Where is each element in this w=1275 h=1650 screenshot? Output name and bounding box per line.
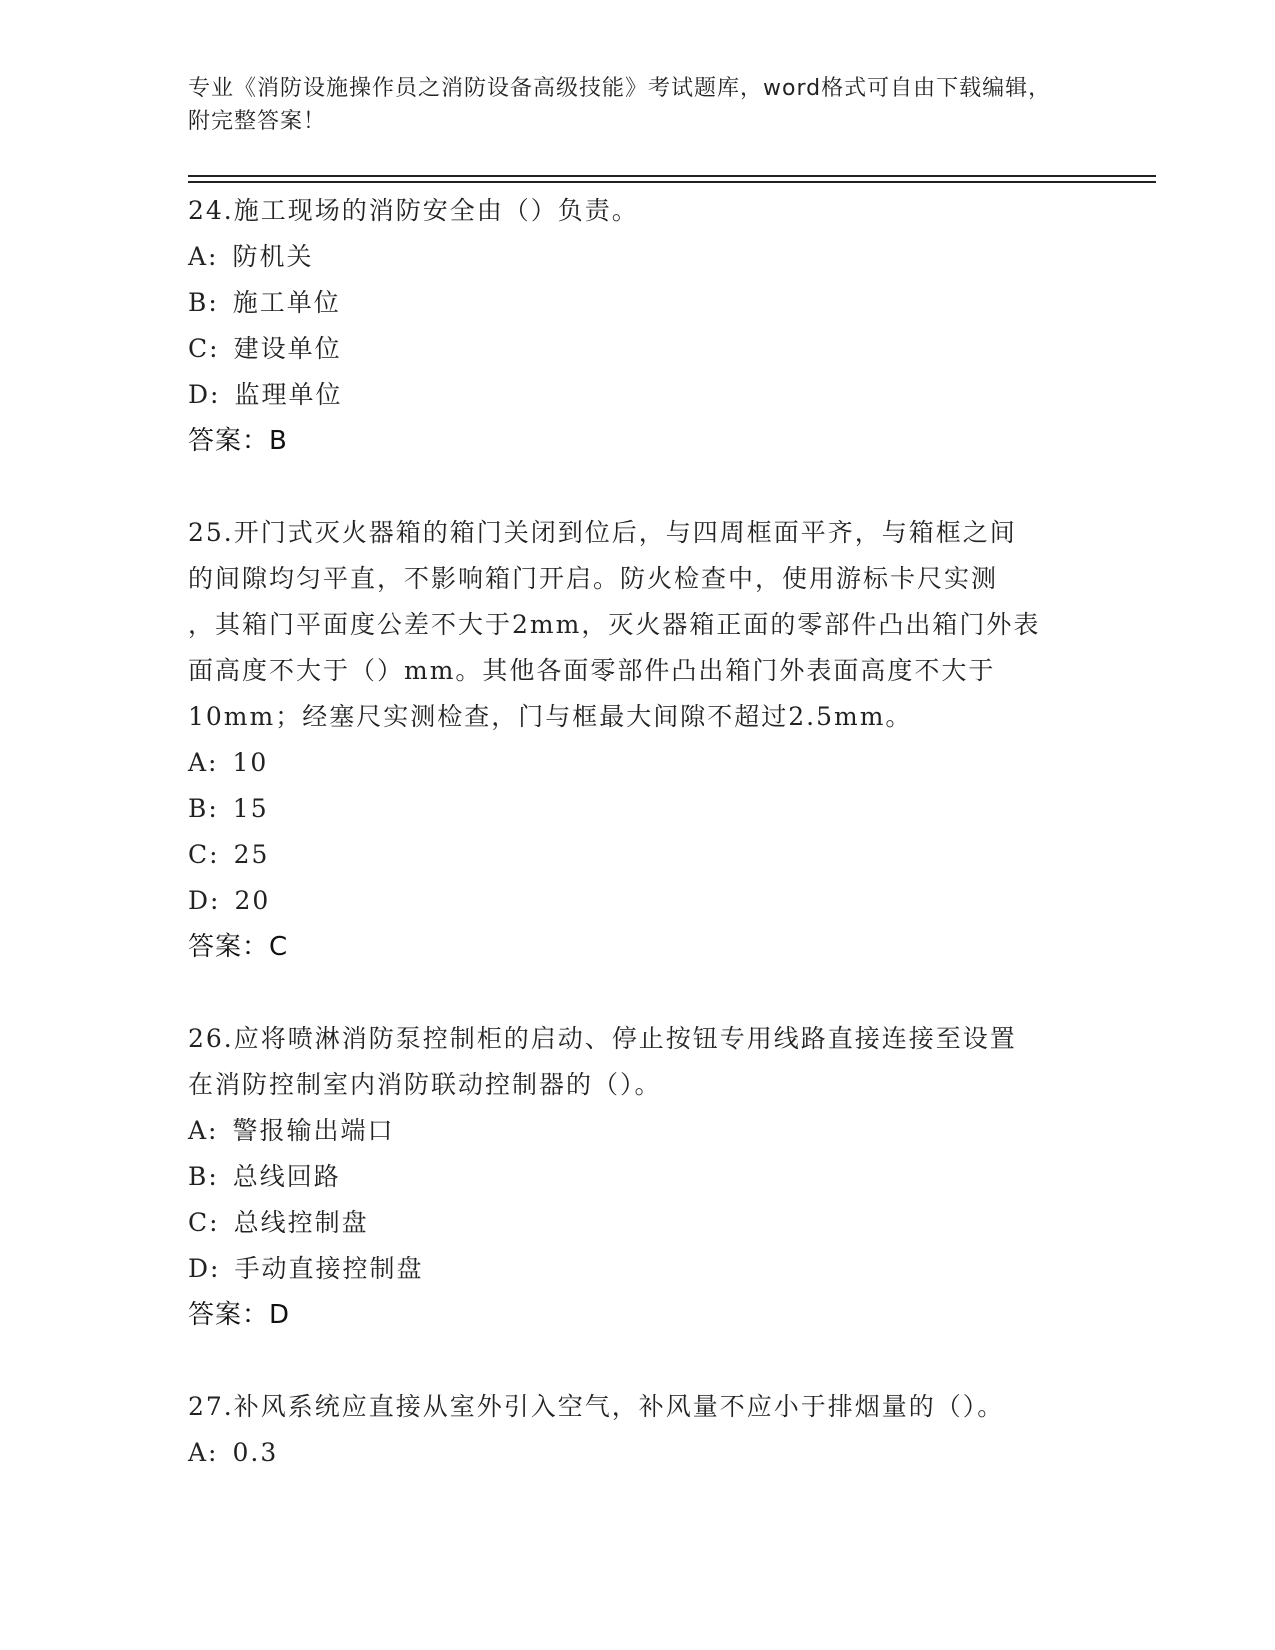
document-header: 专业《消防设施操作员之消防设备高级技能》考试题库，word格式可自由下载编辑，附完整答案！ — [188, 76, 1052, 134]
option-b — [188, 1154, 1088, 1200]
option-text: 总线控制盘 — [233, 1208, 369, 1237]
option-text: 10 — [232, 748, 269, 777]
option-letter: C: — [188, 840, 220, 869]
option-c — [188, 832, 1088, 878]
option-a — [188, 1430, 1088, 1476]
question-stem-line: ，其箱门平面度公差不大于2mm，灭火器箱正面的零部件凸出箱门外表 — [188, 610, 1041, 639]
option-a — [188, 234, 1088, 280]
question-26 — [188, 1016, 1088, 1338]
option-letter: B: — [188, 794, 219, 823]
option-c — [188, 326, 1088, 372]
header-divider-top — [188, 175, 1156, 177]
option-d — [188, 1246, 1088, 1292]
option-letter: D: — [188, 886, 221, 915]
option-letter: A: — [188, 1438, 219, 1467]
option-letter: C: — [188, 334, 220, 363]
option-letter: C: — [188, 1208, 220, 1237]
option-text: 建设单位 — [233, 334, 342, 363]
question-stem-line: 25.开门式灭火器箱的箱门关闭到位后，与四周框面平齐，与箱框之间 — [188, 518, 1017, 547]
option-text: 施工单位 — [232, 288, 341, 317]
option-a — [188, 1108, 1088, 1154]
question-stem: 27.补风系统应直接从室外引入空气，补风量不应小于排烟量的（）。 — [188, 1392, 1005, 1421]
option-c — [188, 1200, 1088, 1246]
question-stem-line: 10mm；经塞尺实测检查，门与框最大间隙不超过2.5mm。 — [188, 702, 913, 731]
option-text: 警报输出端口 — [232, 1116, 395, 1145]
option-text: 25 — [233, 840, 270, 869]
option-text: 防机关 — [232, 242, 314, 271]
option-b — [188, 786, 1088, 832]
question-list — [188, 188, 1088, 1476]
question-spacer — [188, 970, 1088, 1016]
question-stem: 24.施工现场的消防安全由（）负责。 — [188, 196, 639, 225]
option-b — [188, 280, 1088, 326]
question-stem-line: 面高度不大于（）mm。其他各面零部件凸出箱门外表面高度不大于 — [188, 656, 996, 685]
question-stem-line: 在消防控制室内消防联动控制器的（）。 — [188, 1070, 662, 1099]
option-text: 监理单位 — [234, 380, 343, 409]
question-stem-line: 的间隙均匀平直，不影响箱门开启。防火检查中，使用游标卡尺实测 — [188, 564, 999, 593]
option-letter: B: — [188, 288, 219, 317]
question-24 — [188, 188, 1088, 464]
option-text: 总线回路 — [232, 1162, 341, 1191]
question-spacer — [188, 1338, 1088, 1384]
option-letter: D: — [188, 380, 221, 409]
question-27 — [188, 1384, 1088, 1476]
option-text: 20 — [234, 886, 271, 915]
option-text: 15 — [232, 794, 269, 823]
option-letter: A: — [188, 748, 219, 777]
option-d — [188, 372, 1088, 418]
option-letter: D: — [188, 1254, 221, 1283]
header-divider-bottom — [188, 181, 1156, 183]
answer-line: 答案：B — [188, 426, 288, 456]
option-letter: A: — [188, 242, 219, 271]
question-spacer — [188, 464, 1088, 510]
option-letter: B: — [188, 1162, 219, 1191]
option-text: 手动直接控制盘 — [234, 1254, 424, 1283]
option-d — [188, 878, 1088, 924]
question-stem-line: 26.应将喷淋消防泵控制柜的启动、停止按钮专用线路直接连接至设置 — [188, 1024, 1017, 1053]
option-a — [188, 740, 1088, 786]
option-text: 0.3 — [232, 1438, 279, 1467]
answer-line: 答案：C — [188, 932, 289, 962]
question-25 — [188, 510, 1088, 970]
answer-line: 答案：D — [188, 1300, 291, 1330]
option-letter: A: — [188, 1116, 219, 1145]
